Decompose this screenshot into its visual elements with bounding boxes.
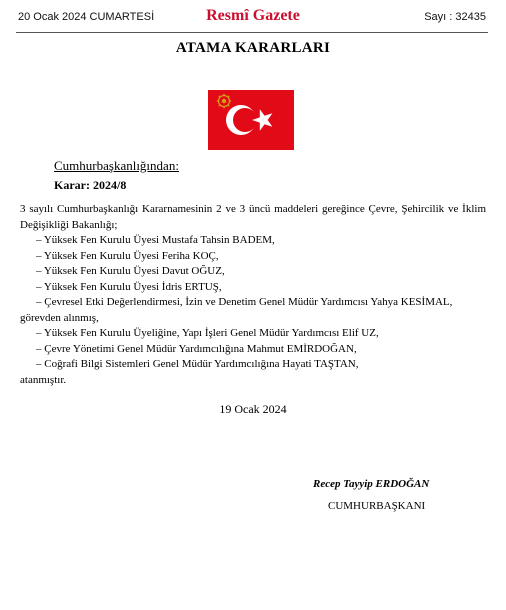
list-item: – Coğrafi Bilgi Sistemleri Genel Müdür Yardımcılığına Hayati TAŞTAN,	[36, 358, 359, 370]
issuing-authority: Cumhurbaşkanlığından:	[54, 158, 179, 173]
removed-statement: görevden alınmış,	[20, 311, 99, 324]
intro-paragraph: 3 sayılı Cumhurbaşkanlığı Kararnamesinin 2 ve 3 üncü maddeleri gereğince Çevre, Şehircilik ve İklim Değişikliği Bakanlığı;	[20, 203, 486, 231]
list-item: – Yüksek Fen Kurulu Üyesi Mustafa Tahsin BADEM,	[36, 234, 275, 246]
header-divider	[16, 32, 488, 33]
list-item: – Yüksek Fen Kurulu Üyesi İdris ERTUŞ,	[36, 280, 222, 293]
signatory-title: CUMHURBAŞKANI	[328, 500, 426, 512]
gazette-header	[0, 0, 506, 34]
list-item: – Yüksek Fen Kurulu Üyeliğine, Yapı İşleri Genel Müdür Yardımcısı Elif UZ,	[36, 327, 379, 339]
list-item: – Çevre Yönetimi Genel Müdür Yardımcılığına Mahmut EMİRDOĞAN,	[36, 342, 357, 355]
emblem-icon	[217, 94, 232, 109]
page-title: ATAMA KARARLARI	[175, 40, 331, 56]
gazette-title: Resmî Gazete	[206, 7, 300, 24]
decision-number: Karar: 2024/8	[54, 178, 127, 192]
list-item: – Yüksek Fen Kurulu Üyesi Davut OĞUZ,	[36, 265, 225, 277]
signatory-name: Recep Tayyip ERDOĞAN	[313, 478, 430, 490]
header-date: 20 Ocak 2024 CUMARTESİ	[18, 11, 155, 23]
decision-date: 19 Ocak 2024	[219, 402, 287, 416]
appointed-statement: atanmıştır.	[20, 373, 67, 386]
list-item: – Yüksek Fen Kurulu Üyesi Feriha KOÇ,	[36, 249, 219, 262]
turkish-flag-icon	[208, 90, 294, 150]
issue-number: Sayı : 32435	[424, 11, 486, 23]
list-item: – Çevresel Etki Değerlendirmesi, İzin ve Denetim Genel Müdür Yardımcısı Yahya KESİMAL,	[36, 296, 453, 308]
decision-body	[20, 202, 486, 388]
